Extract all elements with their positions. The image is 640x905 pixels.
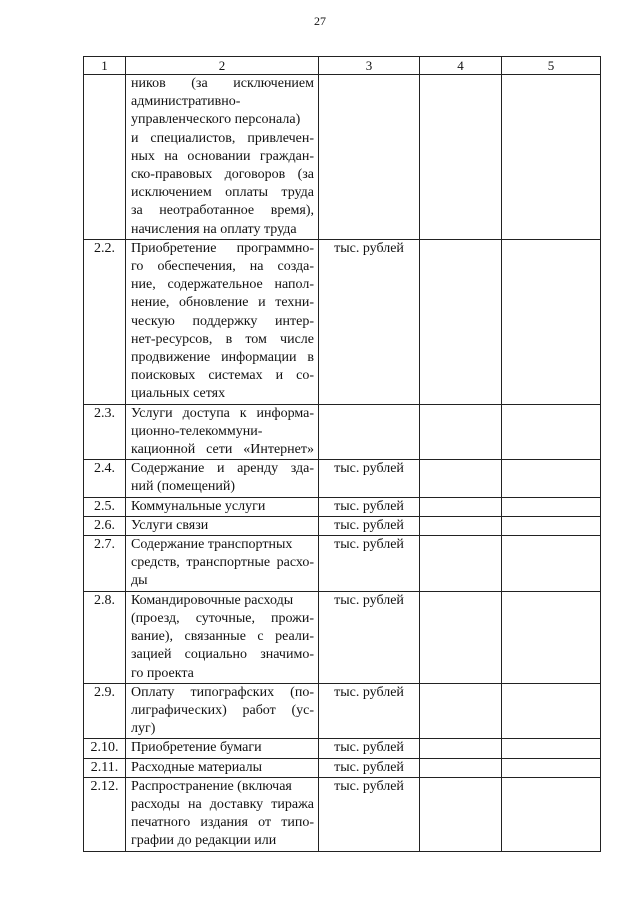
row-number: 2.5. [84,497,126,516]
description-line: ческую поддержку интер- [131,313,314,329]
table-row [84,758,601,777]
row-col4 [420,497,502,516]
row-col5 [502,777,601,851]
row-col5 [502,516,601,535]
description-line: лиграфических) работ (ус- [131,702,314,718]
description-line: нение, обновление и техни- [131,295,314,311]
description-line: Коммунальные услуги [131,498,266,514]
description-line: кационной сети «Интернет» [131,442,314,458]
table-row [84,516,601,535]
row-col4 [420,777,502,851]
row-unit [319,404,420,460]
table-row [84,683,601,739]
column-header: 2 [126,57,319,75]
table-row [84,75,601,240]
row-col4 [420,683,502,739]
description-line: Распространение (включая [131,778,292,794]
description-line: административно- [131,94,241,110]
row-number: 2.9. [84,683,126,739]
description-line: Услуги связи [131,517,209,533]
description-line: расходы на доставку тиража [131,796,314,812]
table-row [84,404,601,460]
row-col4 [420,75,502,240]
row-number: 2.4. [84,460,126,497]
description-line: за неотработанное время), [131,203,314,219]
row-description [126,239,319,404]
description-line: ников (за исключением [131,76,314,91]
description-line: поисковых системах и со- [131,368,314,384]
description-line: и специалистов, привлечен- [131,130,314,146]
row-col4 [420,758,502,777]
row-col5 [502,683,601,739]
row-col4 [420,239,502,404]
row-description [126,75,319,240]
row-unit: тыс. рублей [319,758,420,777]
row-number: 2.11. [84,758,126,777]
row-number: 2.10. [84,739,126,758]
table-row [84,739,601,758]
row-unit: тыс. рублей [319,460,420,497]
row-col5 [502,739,601,758]
description-line: Содержание и аренду зда- [131,461,314,477]
row-col5 [502,460,601,497]
table-row [84,460,601,497]
row-col5 [502,75,601,240]
description-line: ние, содержательное напол- [131,277,314,293]
row-unit: тыс. рублей [319,591,420,683]
row-number: 2.8. [84,591,126,683]
description-line: средств, транспортные расхо- [131,555,314,571]
description-line: ционно-телекоммуни- [131,423,263,439]
column-header: 4 [420,57,502,75]
row-col4 [420,404,502,460]
budget-table [83,56,601,852]
table-row [84,777,601,851]
row-description [126,536,319,592]
description-line: Услуги доступа к информа- [131,405,314,421]
row-col5 [502,536,601,592]
description-line: циальных сетях [131,386,226,402]
column-header: 1 [84,57,126,75]
column-header: 3 [319,57,420,75]
description-line: продвижение информации в [131,350,314,366]
row-col4 [420,516,502,535]
description-line: Расходные материалы [131,759,262,775]
row-col5 [502,404,601,460]
description-line: вание), связанные с реали- [131,629,314,645]
description-line: (проезд, суточные, прожи- [131,610,314,626]
description-line: луг) [131,721,156,737]
page-number: 27 [314,14,326,28]
description-line: нет-ресурсов, в том числе [131,331,314,347]
description-line: Приобретение бумаги [131,740,262,756]
table-row [84,497,601,516]
row-unit: тыс. рублей [319,739,420,758]
row-number: 2.12. [84,777,126,851]
row-col5 [502,497,601,516]
row-unit: тыс. рублей [319,239,420,404]
row-description [126,460,319,497]
description-line: исключением оплаты труда [131,185,314,201]
row-unit: тыс. рублей [319,777,420,851]
row-col4 [420,591,502,683]
description-line: ско-правовых договоров (за [131,167,314,183]
row-description [126,683,319,739]
row-unit [319,75,420,240]
description-line: печатного издания от типо- [131,815,314,831]
row-col4 [420,739,502,758]
row-number: 2.2. [84,239,126,404]
row-number [84,75,126,240]
description-line: Содержание транспортных [131,537,293,553]
table-header-row [84,57,601,75]
description-line: Командировочные расходы [131,592,294,608]
description-line: ных на основании граждан- [131,148,314,164]
description-line: го проекта [131,665,194,681]
row-description [126,591,319,683]
description-line: Приобретение программно- [131,240,314,256]
row-description [126,404,319,460]
row-number: 2.3. [84,404,126,460]
table-row [84,591,601,683]
description-line: зацией социально значимо- [131,647,314,663]
row-unit: тыс. рублей [319,516,420,535]
table-row [84,536,601,592]
row-description [126,497,319,516]
row-number: 2.7. [84,536,126,592]
row-col5 [502,239,601,404]
row-description [126,777,319,851]
row-number: 2.6. [84,516,126,535]
description-line: го обеспечения, на созда- [131,259,314,275]
row-col4 [420,460,502,497]
row-unit: тыс. рублей [319,536,420,592]
row-unit: тыс. рублей [319,683,420,739]
row-description [126,739,319,758]
row-description [126,758,319,777]
table-row [84,239,601,404]
description-line: графии до редакции или [131,833,277,849]
row-unit: тыс. рублей [319,497,420,516]
description-line: Оплату типографских (по- [131,684,314,700]
row-col5 [502,591,601,683]
column-header: 5 [502,57,601,75]
row-col4 [420,536,502,592]
description-line: начисления на оплату труда [131,221,297,237]
description-line: управленческого персонала) [131,112,301,128]
description-line: ний (помещений) [131,479,236,495]
row-description [126,516,319,535]
description-line: ды [131,573,148,589]
row-col5 [502,758,601,777]
